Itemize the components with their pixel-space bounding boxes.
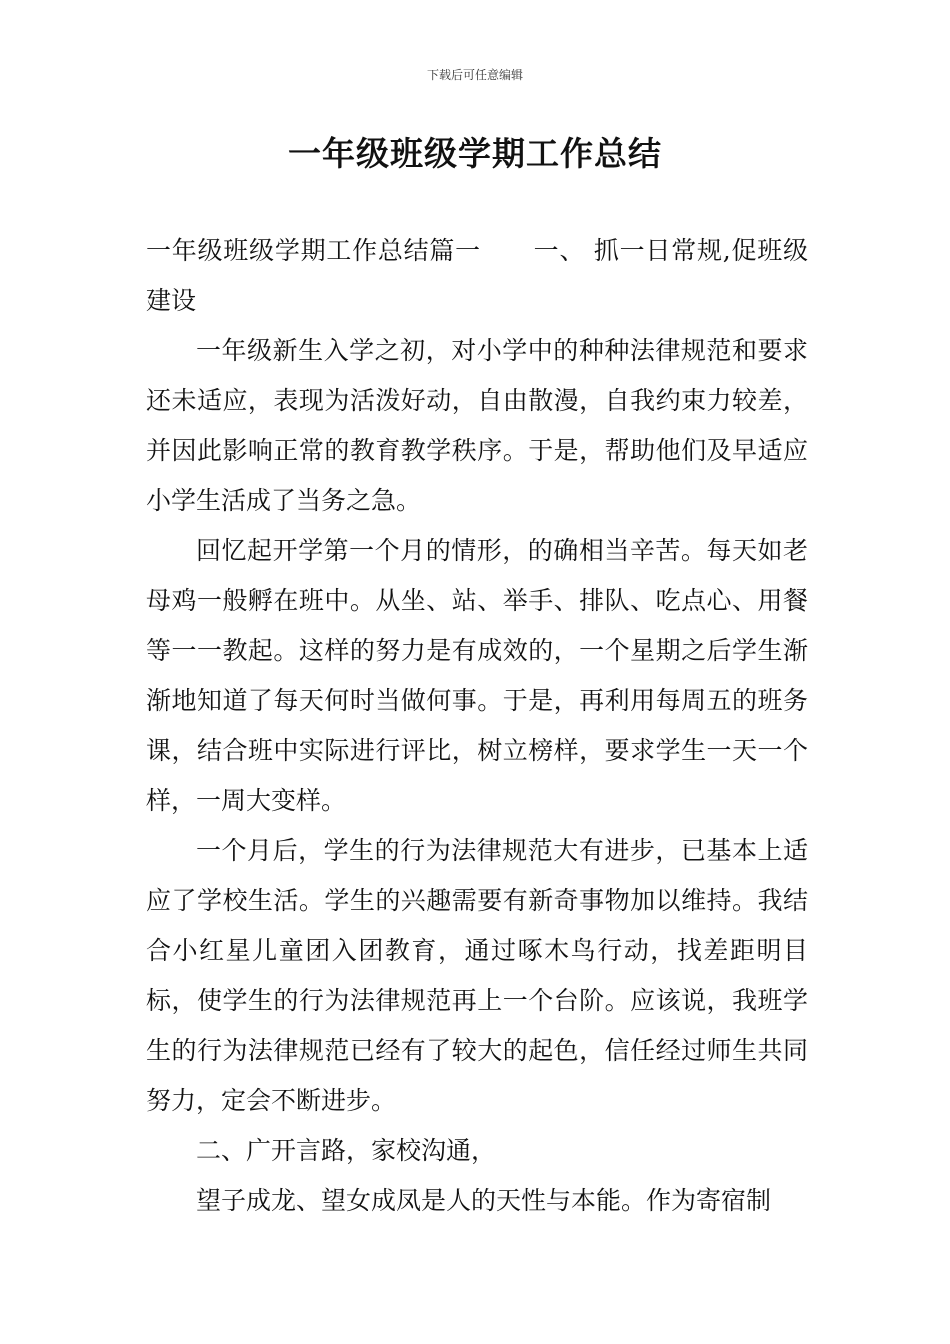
section-heading-line xyxy=(146,226,808,326)
section-heading-2: 二、广开言路，家校沟通， xyxy=(196,1136,497,1165)
header-note: 下载后可任意编辑 xyxy=(426,68,523,82)
document-body xyxy=(146,226,808,1226)
section-heading-1: 一、 抓一日常规,促班级建设 xyxy=(146,236,808,315)
paragraph-3: 一个月后，学生的行为法律规范大有进步，已基本上适应了学校生活。学生的兴趣需要有新奇事物加以维持。我结合小红星儿童团入团教育，通过啄木鸟行动，找差距明目标，使学生的行为法律规范再上一个台阶。应该说，我班学生的行为法律规范已经有了较大的起色，信任经过师生共同努力，定会不断进步。 xyxy=(146,836,808,1115)
article-subtitle: 一年级班级学期工作总结篇一 xyxy=(146,236,481,265)
paragraph-4: 望子成龙、望女成凤是人的天性与本能。作为寄宿制 xyxy=(196,1186,772,1215)
document-title: 一年级班级学期工作总结 xyxy=(288,134,662,173)
paragraph-1: 一年级新生入学之初，对小学中的种种法律规范和要求还未适应，表现为活泼好动，自由散漫，自我约束力较差，并因此影响正常的教育教学秩序。于是，帮助他们及早适应小学生活成了当务之急。 xyxy=(146,336,808,515)
paragraph-2: 回忆起开学第一个月的情形，的确相当辛苦。每天如老母鸡一般孵在班中。从坐、站、举手、排队、吃点心、用餐等一一教起。这样的努力是有成效的，一个星期之后学生渐渐地知道了每天何时当做何事。于是，再利用每周五的班务课，结合班中实际进行评比，树立榜样，要求学生一天一个样，一周大变样。 xyxy=(146,536,808,815)
